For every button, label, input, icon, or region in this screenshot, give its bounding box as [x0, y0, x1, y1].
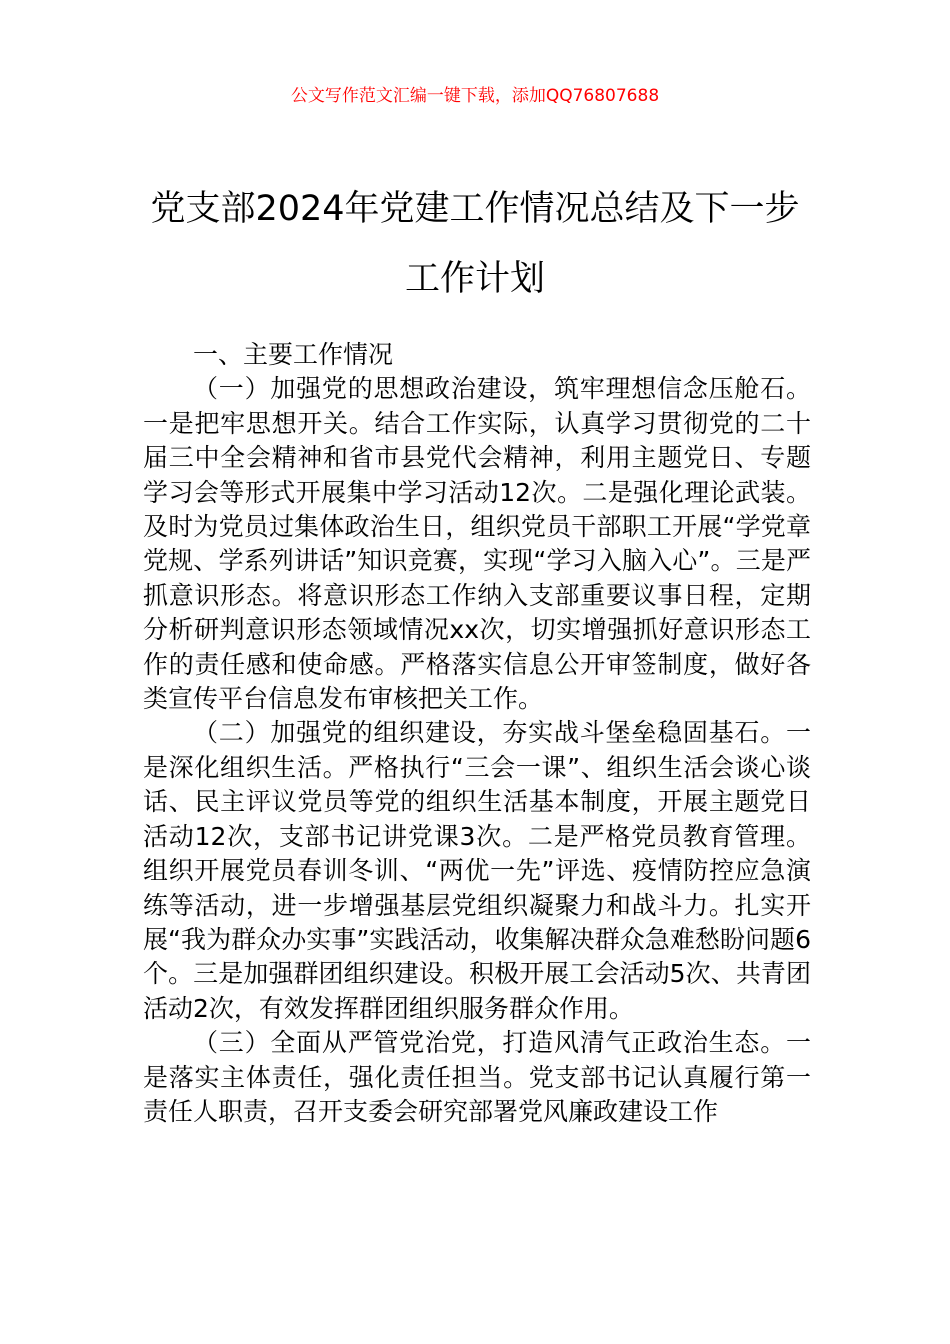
section-heading-main-work: 一、主要工作情况	[193, 340, 394, 369]
paragraph-ideological-building: （一）加强党的思想政治建设，筑牢理想信念压舱石。一是把牢思想开关。结合工作实际，认真学习贯彻党的二十届三中全会精神和省市县党代会精神，利用主题党日、专题学习会等形式开展集中学习活动12次。二是强化理论武装。及时为党员过集体政治生日，组织党员干部职工开展“学党章党规、学系列讲话”知识竞赛，实现“学习入脑入心”。三是严抓意识形态。将意识形态工作纳入支部重要议事日程，定期分析研判意识形态领域情况xx次，切实增强抓好意识形态工作的责任感和使命感。严格落实信息公开审签制度，做好各类宣传平台信息发布审核把关工作。	[143, 374, 811, 714]
paragraph-organizational-building: （二）加强党的组织建设，夯实战斗堡垒稳固基石。一是深化组织生活。严格执行“三会一课”、组织生活会谈心谈话、民主评议党员等党的组织生活基本制度，开展主题党日活动12次，支部书记讲党课3次。二是严格党员教育管理。组织开展党员春训冬训、“两优一先”评选、疫情防控应急演练等活动，进一步增强基层党组织凝聚力和战斗力。扎实开展“我为群众办实事”实践活动，收集解决群众急难愁盼问题6个。三是加强群团组织建设。积极开展工会活动5次、共青团活动2次，有效发挥群团组织服务群众作用。	[143, 718, 811, 1023]
promo-header-note: 公文写作范文汇编一键下载，添加QQ76807688	[290, 86, 660, 106]
title-line-2: 工作计划	[404, 259, 545, 299]
title-line-1: 党支部2024年党建工作情况总结及下一步	[150, 189, 800, 229]
document-body	[143, 338, 811, 1129]
paragraph-strict-governance: （三）全面从严管党治党，打造风清气正政治生态。一是落实主体责任，强化责任担当。党支部书记认真履行第一责任人职责，召开支委会研究部署党风廉政建设工作	[143, 1028, 811, 1126]
document-title	[100, 174, 850, 314]
